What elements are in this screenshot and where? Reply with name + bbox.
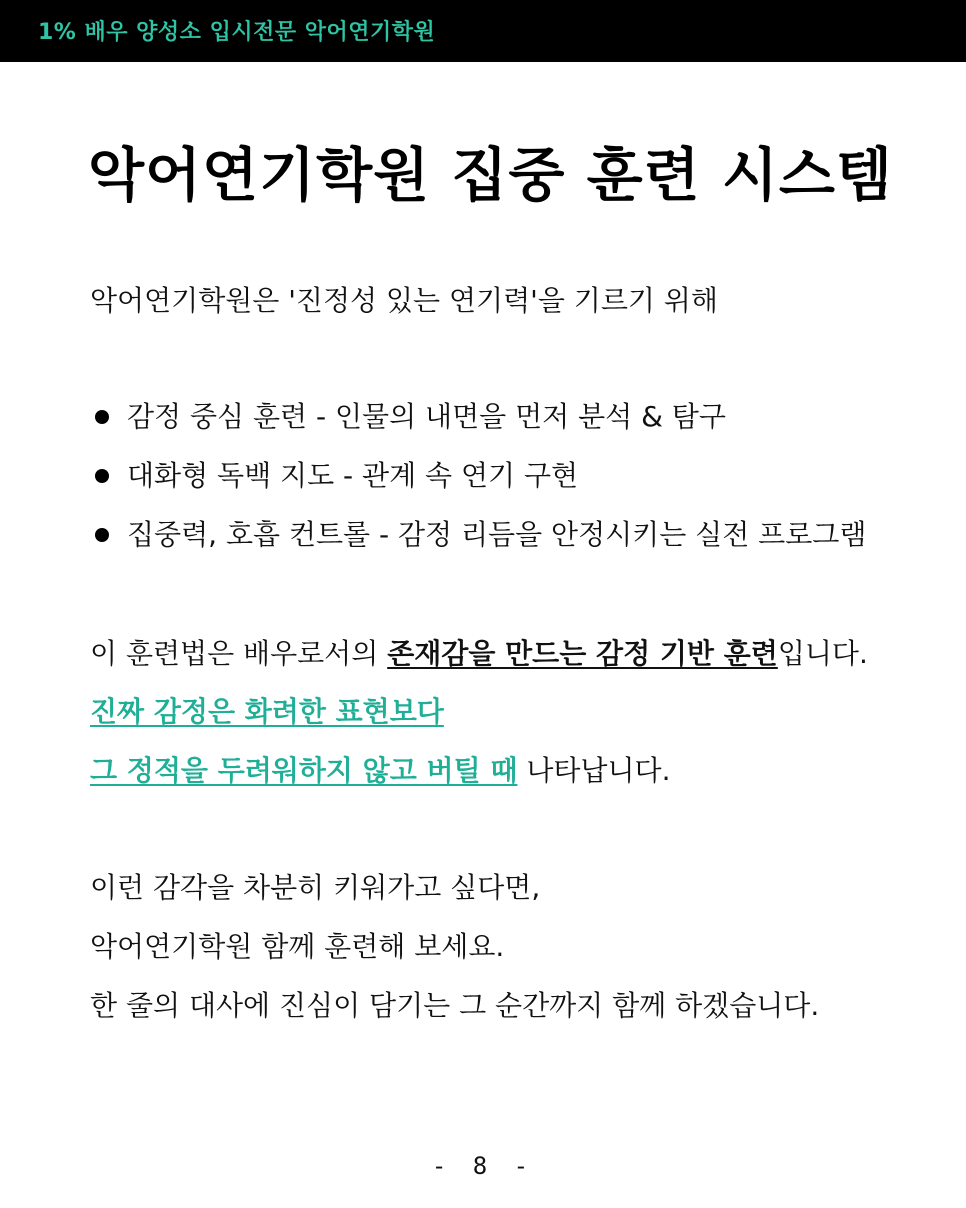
- list-item-text: 집중력, 호흡 컨트롤 - 감정 리듬을 안정시키는 실전 프로그램: [127, 518, 867, 551]
- accent-line-tail: 나타납니다.: [517, 754, 671, 787]
- accent-line-2: [90, 753, 670, 789]
- page-number: - 8 -: [431, 1152, 535, 1180]
- list-item: [90, 517, 866, 576]
- closing-line-1: 이런 감각을 차분히 키워가고 싶다면,: [90, 871, 541, 904]
- paragraph-training-tail: 입니다.: [777, 637, 868, 670]
- header-bar: [0, 0, 966, 62]
- list-item: [90, 399, 866, 458]
- bullet-icon: [95, 469, 109, 483]
- list-item-text: 감정 중심 훈련 - 인물의 내면을 먼저 분석 & 탐구: [127, 400, 726, 433]
- bullet-icon: [95, 410, 109, 424]
- bullet-list: [90, 399, 866, 576]
- intro-text: 악어연기학원은 '진정성 있는 연기력'을 기르기 위해: [90, 284, 718, 317]
- bullet-icon: [95, 528, 109, 542]
- list-item: [90, 458, 866, 517]
- accent-text-2: 그 정적을 두려워하지 않고 버틸 때: [90, 754, 518, 787]
- emphasis-text: 존재감을 만드는 감정 기반 훈련: [387, 637, 778, 670]
- page-title: 악어연기학원 집중 훈련 시스템: [88, 141, 893, 209]
- header-text: 1% 배우 양성소 입시전문 악어연기학원: [38, 20, 436, 45]
- closing-line-3: 한 줄의 대사에 진심이 담기는 그 순간까지 함께 하겠습니다.: [90, 989, 820, 1022]
- accent-line-1: [90, 694, 444, 730]
- list-item-text: 대화형 독백 지도 - 관계 속 연기 구현: [127, 459, 579, 492]
- paragraph-training-lead: 이 훈련법은 배우로서의: [90, 637, 388, 670]
- paragraph-training: [90, 636, 868, 672]
- closing-line-2: 악어연기학원 함께 훈련해 보세요.: [90, 930, 505, 963]
- accent-text-1: 진짜 감정은 화려한 표현보다: [90, 695, 444, 728]
